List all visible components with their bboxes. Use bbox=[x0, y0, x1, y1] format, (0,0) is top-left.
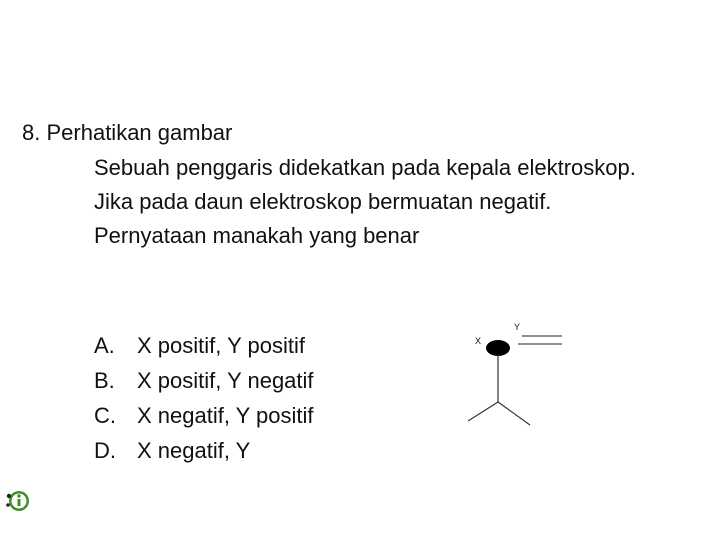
question-title: Perhatikan gambar bbox=[46, 120, 233, 145]
option-b bbox=[94, 363, 364, 398]
electroscope-head bbox=[486, 340, 510, 356]
option-letter: B. bbox=[94, 368, 115, 393]
option-text: X positif, Y negatif bbox=[137, 368, 314, 393]
answer-options bbox=[94, 328, 364, 468]
question-heading bbox=[22, 118, 232, 147]
electroscope-leaf-left bbox=[468, 402, 498, 421]
info-logo-icon bbox=[4, 488, 32, 514]
question-number: 8. bbox=[22, 120, 41, 145]
electroscope-diagram bbox=[462, 318, 566, 430]
option-c bbox=[94, 398, 364, 433]
option-text: X negatif, Y bbox=[137, 438, 251, 463]
label-x: X bbox=[475, 336, 482, 346]
option-d bbox=[94, 433, 364, 468]
option-text: X negatif, Y positif bbox=[137, 403, 314, 428]
option-a bbox=[94, 328, 364, 363]
question-body: Sebuah penggaris didekatkan pada kepala elektroskop. Jika pada daun elektroskop bermuatan negatif. Pernyataan manakah yang benar bbox=[94, 155, 636, 248]
electroscope-leaf-right bbox=[498, 402, 530, 425]
option-text: X positif, Y positif bbox=[137, 333, 305, 358]
option-letter: D. bbox=[94, 438, 116, 463]
option-letter: A. bbox=[94, 333, 115, 358]
label-y: Y bbox=[514, 322, 521, 332]
option-letter: C. bbox=[94, 403, 116, 428]
